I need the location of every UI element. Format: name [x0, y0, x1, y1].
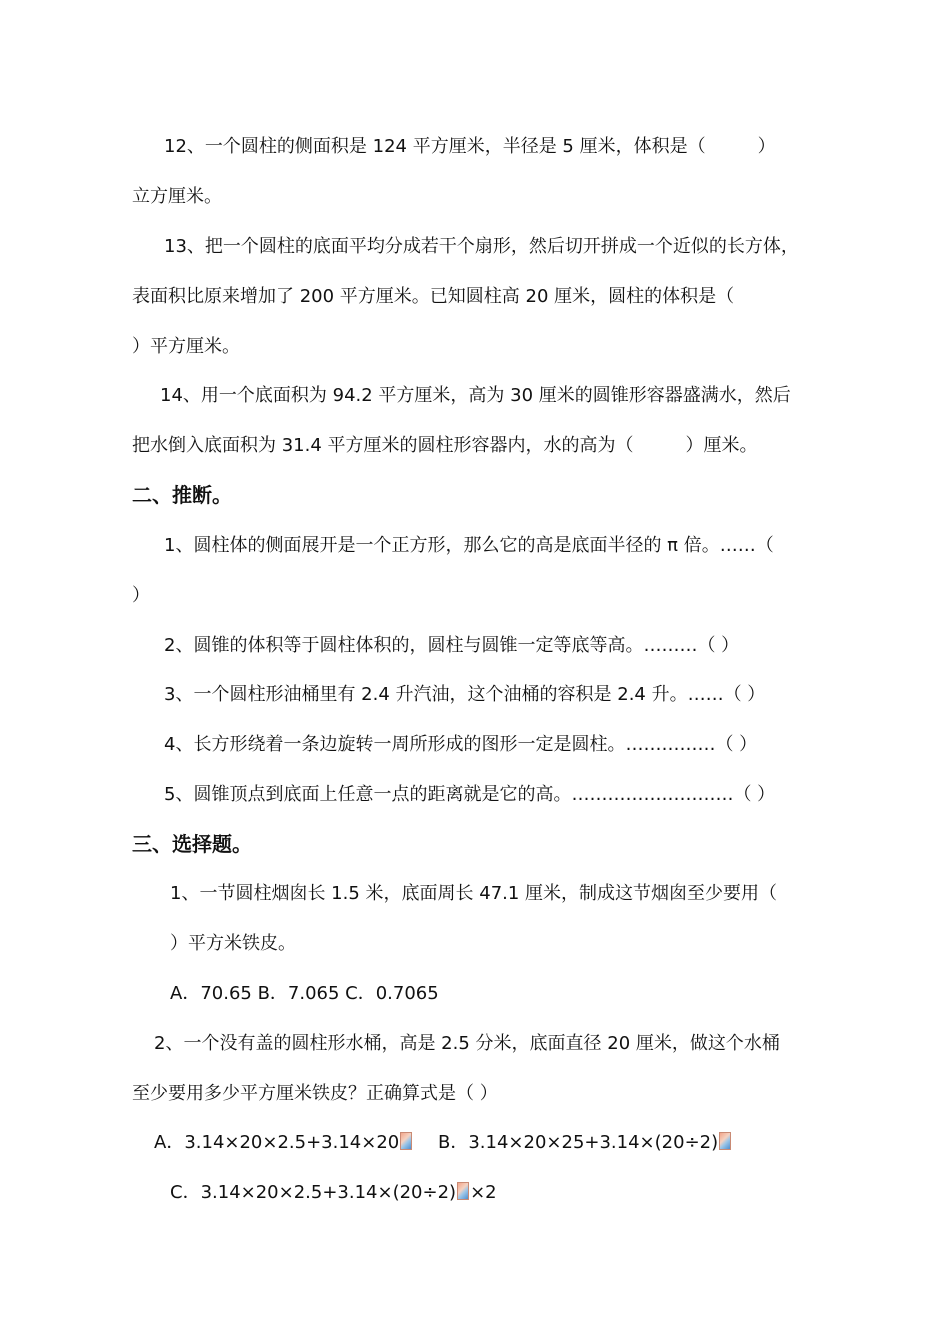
q12-line-2: 立方厘米。 [132, 186, 222, 207]
q12-close-paren: ） [757, 136, 776, 157]
choice-2-line-1: 2、一个没有盖的圆柱形水桶，高是 2.5 分米，底面直径 20 厘米，做这个水桶 [154, 1033, 780, 1054]
option-b-text: B．3.14×20×25+3.14×(20÷2) [438, 1132, 719, 1153]
choice-1-options: A．70.65 B．7.065 C．0.7065 [170, 983, 439, 1004]
q13-line-3: ）平方厘米。 [132, 336, 240, 357]
choice-1-line-1: 1、一节圆柱烟囱长 1.5 米，底面周长 47.1 厘米，制成这节烟囱至少要用（ [170, 883, 778, 904]
judge-item-3: 3、一个圆柱形油桶里有 2.4 升汽油，这个油桶的容积是 2.4 升。……（ ） [164, 684, 766, 705]
formula-image-icon [457, 1182, 469, 1200]
formula-image-icon [719, 1132, 731, 1150]
q14-tail: ）厘米。 [685, 435, 758, 456]
choice-2-option-b [438, 1131, 732, 1155]
q13-line-1: 13、把一个圆柱的底面平均分成若干个扇形，然后切开拼成一个近似的长方体， [164, 236, 799, 257]
choice-1-line-2: ）平方米铁皮。 [170, 933, 296, 954]
judge-item-1-close: ） [132, 585, 150, 606]
q14-line-1: 14、用一个底面积为 94.2 平方厘米，高为 30 厘米的圆锥形容器盛满水，然后 [160, 385, 791, 406]
option-c-text: C．3.14×20×2.5+3.14×(20÷2) [170, 1182, 457, 1203]
section-heading-judge: 二、推断。 [132, 483, 232, 507]
judge-item-5: 5、圆锥顶点到底面上任意一点的距离就是它的高。………………………（ ） [164, 784, 776, 805]
judge-item-1: 1、圆柱体的侧面展开是一个正方形，那么它的高是底面半径的 π 倍。……（ [164, 535, 774, 556]
option-c-suffix: ×2 [470, 1182, 497, 1203]
judge-item-4: 4、长方形绕着一条边旋转一周所形成的图形一定是圆柱。……………（ ） [164, 734, 758, 755]
q12-text: 12、一个圆柱的侧面积是 124 平方厘米，半径是 5 厘米，体积是（ [164, 136, 706, 157]
judge-item-2: 2、圆锥的体积等于圆柱体积的，圆柱与圆锥一定等底等高。………（ ） [164, 635, 740, 656]
option-a-text: A．3.14×20×2.5+3.14×20 [154, 1132, 400, 1153]
q12-line-1 [164, 135, 776, 159]
choice-2-option-a [154, 1131, 413, 1155]
formula-image-icon [400, 1132, 412, 1150]
section-heading-choice: 三、选择题。 [132, 832, 252, 856]
choice-2-line-2: 至少要用多少平方厘米铁皮？正确算式是（ ） [132, 1083, 498, 1104]
q13-line-2: 表面积比原来增加了 200 平方厘米。已知圆柱高 20 厘米，圆柱的体积是（ [132, 286, 735, 307]
q14-line-2 [132, 434, 758, 458]
choice-2-option-c [170, 1181, 497, 1205]
q14-text: 把水倒入底面积为 31.4 平方厘米的圆柱形容器内，水的高为（ [132, 435, 634, 456]
